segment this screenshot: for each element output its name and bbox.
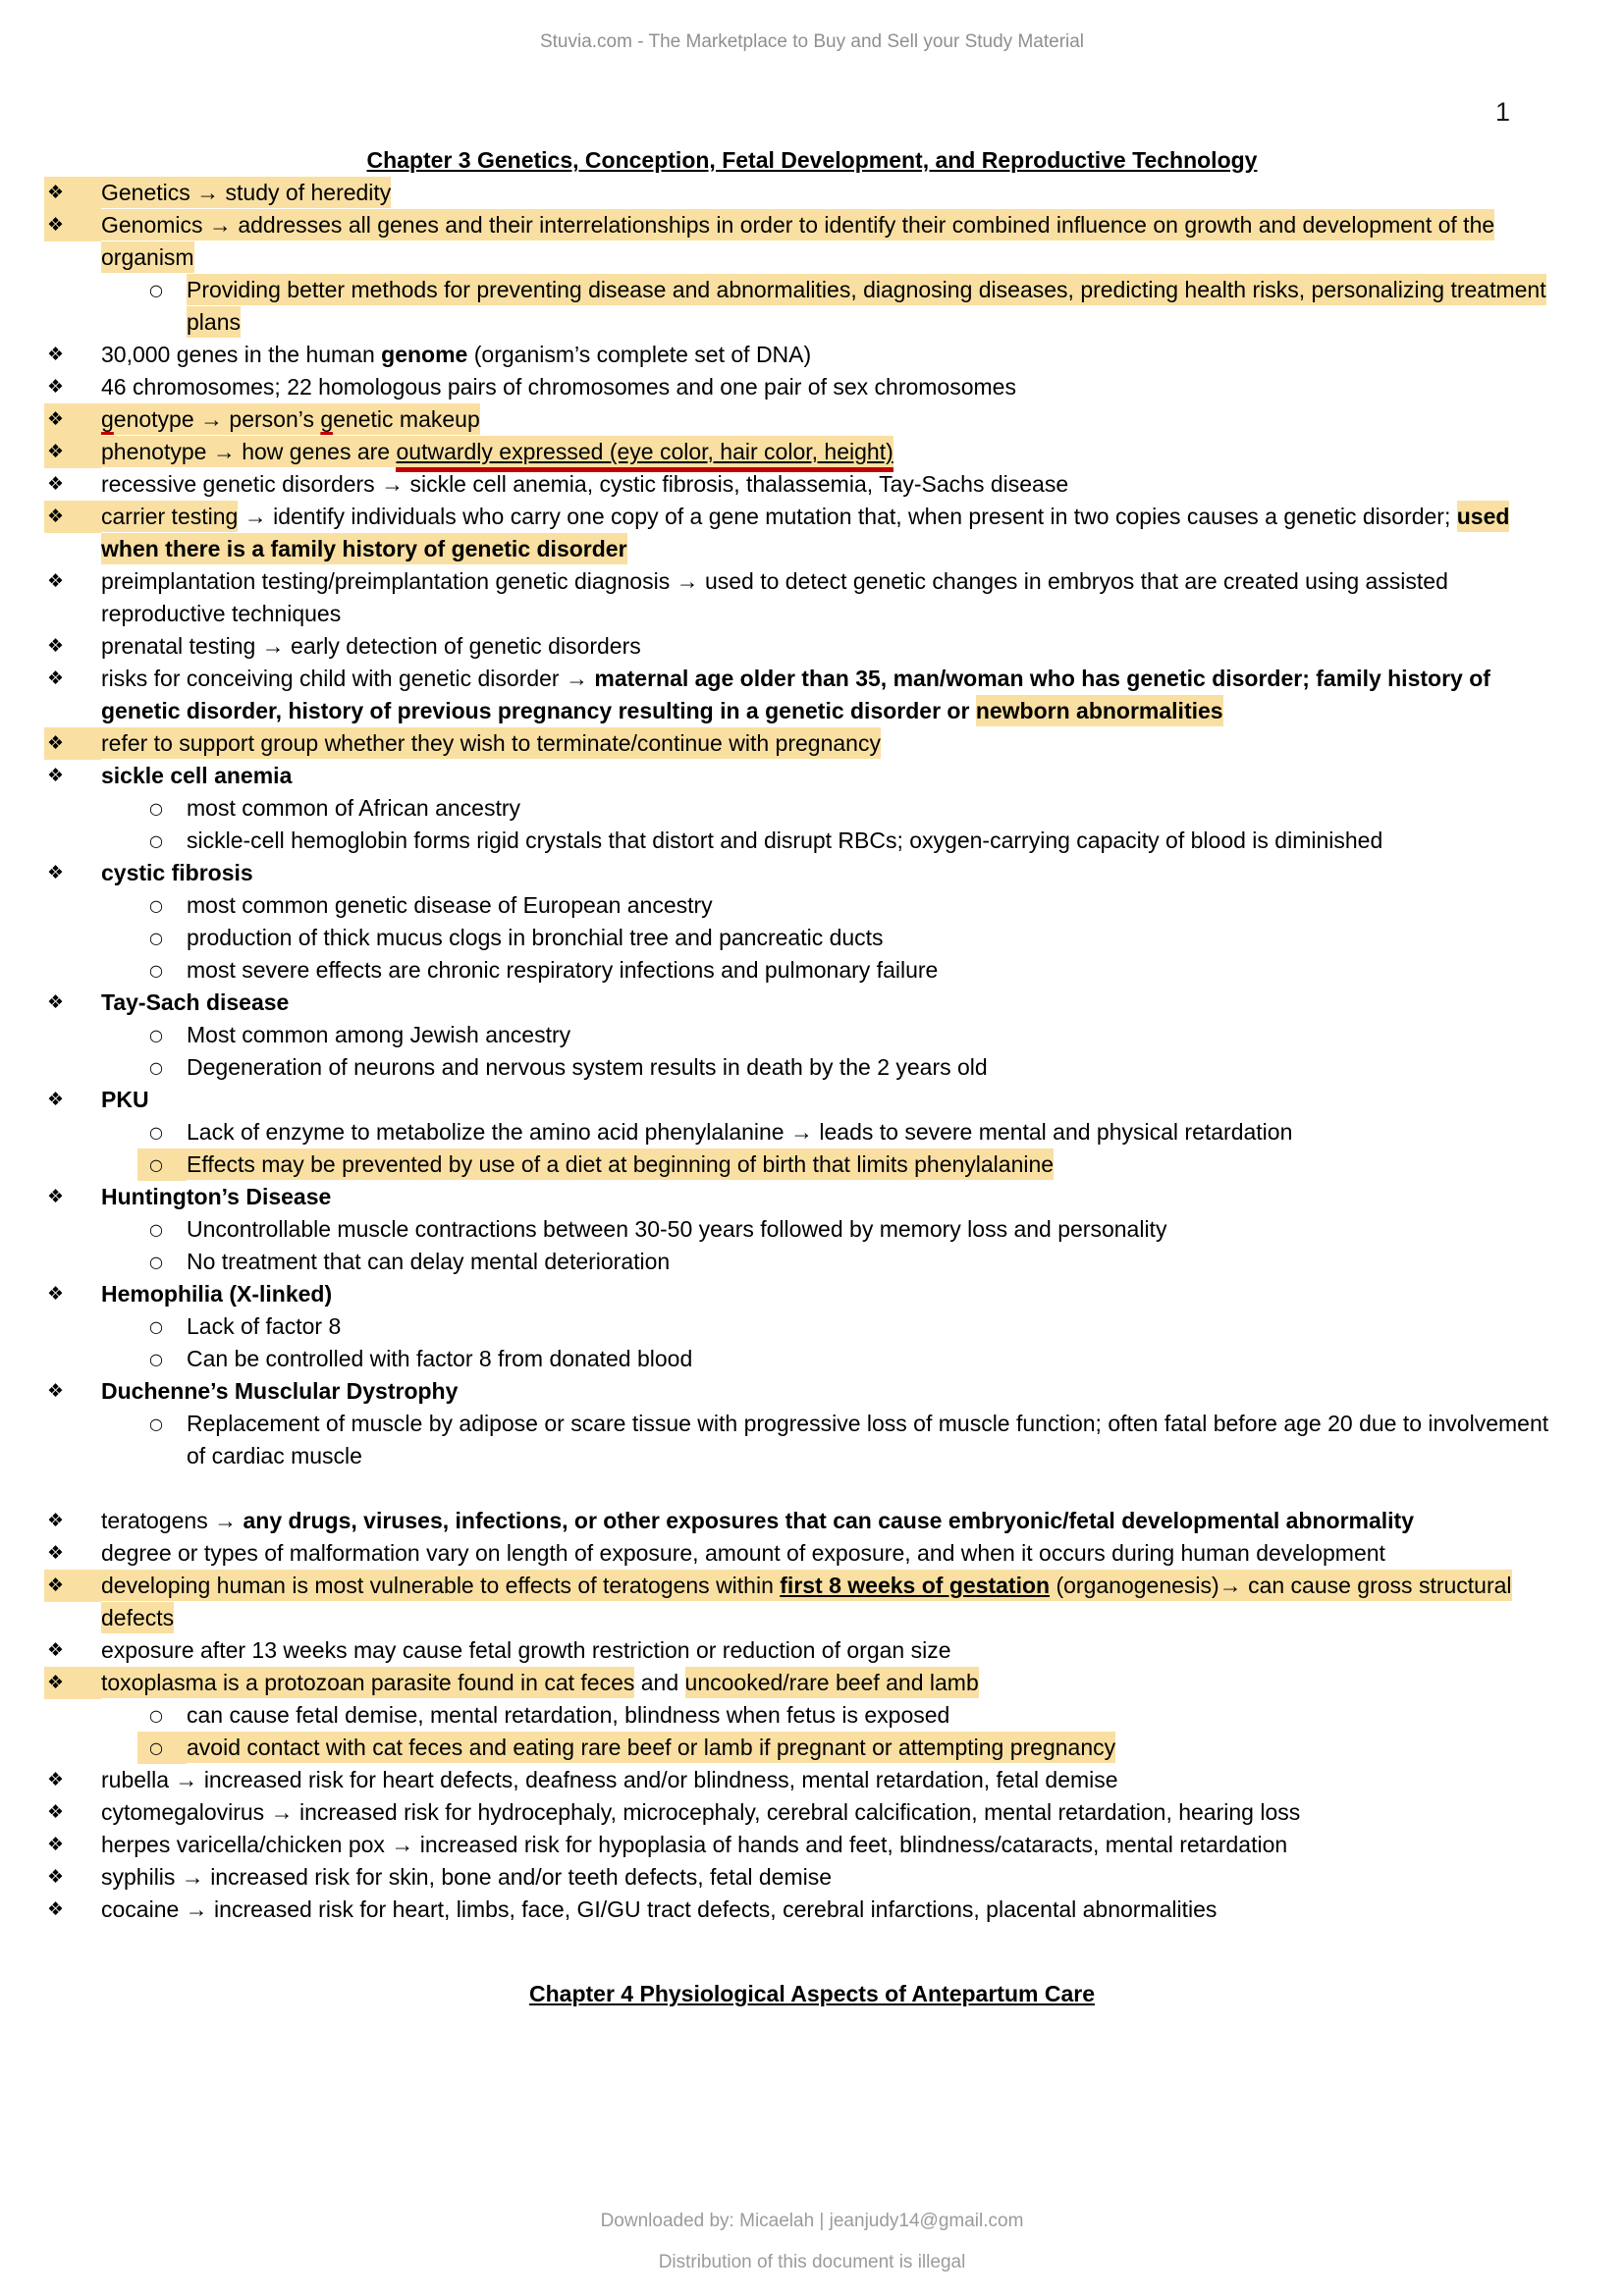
diamond-bullet-icon: ❖ xyxy=(44,403,101,436)
sub-bullet-item xyxy=(0,1699,1624,1732)
item-text xyxy=(187,825,1561,857)
item-text xyxy=(187,954,1561,987)
diamond-bullet-icon: ❖ xyxy=(47,1639,65,1661)
item-text xyxy=(101,403,1561,436)
sub-bullet-item xyxy=(0,1148,1624,1181)
circle-bullet-icon: ○ xyxy=(149,1706,163,1725)
item-text xyxy=(187,792,1561,825)
circle-bullet-icon: ○ xyxy=(149,1220,163,1239)
text-segment: recessive genetic disorders → sickle cell anemia, cystic fibrosis, thalassemia, Tay-Sachs disease xyxy=(101,471,1069,497)
text-segment: cystic fibrosis xyxy=(101,860,253,885)
item-text xyxy=(187,1116,1561,1148)
circle-bullet-icon: ○ xyxy=(149,1253,163,1271)
bullet-item xyxy=(0,371,1624,403)
diamond-bullet-icon: ❖ xyxy=(47,635,65,657)
text-segment: Genomics → addresses all genes and their interrelationships in order to identify their combined influence on growth and development of the organism xyxy=(101,209,1494,273)
diamond-bullet-icon: ❖ xyxy=(44,177,101,209)
bullet-item xyxy=(0,177,1624,209)
text-segment: maternal age older than 35, man/woman who has genetic disorder; family history of genetic disorder, history of previous pregnancy resulting in a genetic disorder or xyxy=(101,666,1490,723)
text-segment: Tay-Sach disease xyxy=(101,989,290,1015)
item-text xyxy=(187,274,1561,339)
bullet-item xyxy=(0,1894,1624,1926)
text-segment: refer to support group whether they wish to terminate/continue with pregnancy xyxy=(101,727,881,759)
bullet-item xyxy=(0,1375,1624,1408)
bullet-item xyxy=(0,1570,1624,1634)
item-text xyxy=(187,1019,1561,1051)
item-text xyxy=(101,1570,1561,1634)
text-segment: first 8 weeks of gestation xyxy=(780,1570,1050,1601)
sub-bullet-item xyxy=(0,1343,1624,1375)
text-segment: avoid contact with cat feces and eating rare beef or lamb if pregnant or attempting pregnancy xyxy=(187,1732,1115,1763)
bullet-item xyxy=(0,760,1624,792)
bullet-item xyxy=(0,1181,1624,1213)
diamond-bullet-icon: ❖ xyxy=(47,991,65,1013)
text-segment: Replacement of muscle by adipose or scare tissue with progressive loss of muscle function; often fatal before age 20 due to involvement of cardiac muscle xyxy=(187,1411,1549,1468)
bullet-item xyxy=(0,501,1624,565)
text-segment: sickle-cell hemoglobin forms rigid crystals that distort and disrupt RBCs; oxygen-carrying capacity of blood is diminished xyxy=(187,828,1383,853)
sub-bullet-item xyxy=(0,1246,1624,1278)
text-segment: exposure after 13 weeks may cause fetal growth restriction or reduction of organ size xyxy=(101,1637,951,1663)
bullet-item xyxy=(0,209,1624,274)
item-text xyxy=(101,501,1561,565)
item-text xyxy=(101,339,1561,371)
bullet-item xyxy=(0,436,1624,468)
diamond-bullet-icon: ❖ xyxy=(47,1186,65,1207)
text-segment: Degeneration of neurons and nervous system results in death by the 2 years old xyxy=(187,1054,988,1080)
item-text xyxy=(101,1375,1561,1408)
text-segment: herpes varicella/chicken pox → increased risk for hypoplasia of hands and feet, blindness/cataracts, mental retardation xyxy=(101,1832,1288,1857)
sub-bullet-item xyxy=(0,954,1624,987)
sub-bullet-item xyxy=(0,1732,1624,1764)
circle-bullet-icon: ○ xyxy=(149,799,163,818)
circle-bullet-icon: ○ xyxy=(149,1026,163,1044)
sub-bullet-item xyxy=(0,1116,1624,1148)
diamond-bullet-icon: ❖ xyxy=(47,344,65,365)
item-text xyxy=(101,1634,1561,1667)
text-segment: Huntington’s Disease xyxy=(101,1184,332,1209)
diamond-bullet-icon: ❖ xyxy=(47,473,65,495)
bullet-item xyxy=(0,1278,1624,1310)
bullet-item xyxy=(0,1861,1624,1894)
text-segment: carrier testing xyxy=(101,501,238,532)
text-segment: phenotype → how genes are xyxy=(101,436,396,467)
text-segment: newborn abnormalities xyxy=(976,695,1223,726)
text-segment: No treatment that can delay mental deterioration xyxy=(187,1249,671,1274)
sub-bullet-item xyxy=(0,825,1624,857)
item-text xyxy=(101,1667,1561,1699)
page-number: 1 xyxy=(1494,97,1510,127)
item-text xyxy=(187,1732,1561,1764)
text-segment: g xyxy=(320,403,333,435)
text-segment: can cause fetal demise, mental retardation, blindness when fetus is exposed xyxy=(187,1702,950,1728)
diamond-bullet-icon: ❖ xyxy=(47,667,65,689)
bullet-item xyxy=(0,727,1624,760)
text-segment: Lack of factor 8 xyxy=(187,1313,342,1339)
diamond-bullet-icon: ❖ xyxy=(47,1866,65,1888)
item-text xyxy=(101,1505,1561,1537)
bullet-item xyxy=(0,403,1624,436)
item-text xyxy=(187,1408,1561,1472)
diamond-bullet-icon: ❖ xyxy=(44,436,101,468)
item-text xyxy=(101,436,1561,468)
sub-bullet-item xyxy=(0,1310,1624,1343)
text-segment: (organogenesis)→ can cause gross structural defects xyxy=(101,1570,1512,1633)
item-text xyxy=(187,1246,1561,1278)
diamond-bullet-icon: ❖ xyxy=(44,727,101,760)
diamond-bullet-icon: ❖ xyxy=(47,570,65,592)
downloaded-by-watermark: Downloaded by: Micaelah | jeanjudy14@gmail.com xyxy=(600,2211,1024,2231)
item-text xyxy=(101,1894,1561,1926)
text-segment: Hemophilia (X-linked) xyxy=(101,1281,333,1307)
circle-bullet-icon: ○ xyxy=(149,1317,163,1336)
item-text xyxy=(101,1861,1561,1894)
bullet-item xyxy=(0,630,1624,663)
sub-bullet-item xyxy=(0,1408,1624,1472)
circle-bullet-icon: ○ xyxy=(149,929,163,947)
text-segment: preimplantation testing/preimplantation genetic diagnosis → used to detect genetic changes in embryos that are created using assisted reproductive techniques xyxy=(101,568,1448,626)
item-text xyxy=(101,371,1561,403)
sub-bullet-item xyxy=(0,274,1624,339)
chapter-3-title: Chapter 3 Genetics, Conception, Fetal Development, and Reproductive Technology xyxy=(366,147,1258,173)
text-segment: → any drugs, viruses, infections, or other exposures that can cause embryonic/fetal developmental abnormality xyxy=(214,1508,1415,1533)
text-segment: most common of African ancestry xyxy=(187,795,521,821)
text-segment: cytomegalovirus → increased risk for hydrocephaly, microcephaly, cerebral calcification, mental retardation, hearing loss xyxy=(101,1799,1301,1825)
text-segment: PKU xyxy=(101,1087,149,1112)
diamond-bullet-icon: ❖ xyxy=(47,1898,65,1920)
circle-bullet-icon: ○ xyxy=(149,896,163,915)
text-segment: Lack of enzyme to metabolize the amino acid phenylalanine → leads to severe mental and physical retardation xyxy=(187,1119,1293,1145)
diamond-bullet-icon: ❖ xyxy=(44,1667,101,1699)
bullet-item xyxy=(0,1505,1624,1537)
sub-bullet-item xyxy=(0,1213,1624,1246)
text-segment: degree or types of malformation vary on length of exposure, amount of exposure, and when it occurs during human development xyxy=(101,1540,1385,1566)
text-segment: genome xyxy=(381,342,468,367)
text-segment: prenatal testing → early detection of genetic disorders xyxy=(101,633,641,659)
circle-bullet-icon: ○ xyxy=(137,1148,187,1181)
text-segment: most common genetic disease of European ancestry xyxy=(187,892,713,918)
circle-bullet-icon: ○ xyxy=(149,961,163,980)
distribution-warning: Distribution of this document is illegal xyxy=(658,2252,966,2272)
bullet-item xyxy=(0,1796,1624,1829)
text-segment: Genetics → study of heredity xyxy=(101,177,391,208)
diamond-bullet-icon: ❖ xyxy=(44,501,101,533)
diamond-bullet-icon: ❖ xyxy=(47,1283,65,1305)
item-text xyxy=(187,922,1561,954)
diamond-bullet-icon: ❖ xyxy=(47,1089,65,1110)
diamond-bullet-icon: ❖ xyxy=(47,1834,65,1855)
sub-bullet-item xyxy=(0,922,1624,954)
text-segment: rubella → increased risk for heart defects, deafness and/or blindness, mental retardation, fetal demise xyxy=(101,1767,1118,1792)
item-text xyxy=(187,1148,1561,1181)
item-text xyxy=(187,1310,1561,1343)
item-text xyxy=(101,663,1561,727)
item-text xyxy=(187,1051,1561,1084)
circle-bullet-icon: ○ xyxy=(137,1732,187,1764)
diamond-bullet-icon: ❖ xyxy=(47,1769,65,1790)
bullet-item xyxy=(0,565,1624,630)
item-text xyxy=(101,630,1561,663)
item-text xyxy=(101,565,1561,630)
circle-bullet-icon: ○ xyxy=(149,1123,163,1142)
bullet-item xyxy=(0,1084,1624,1116)
text-segment: most severe effects are chronic respiratory infections and pulmonary failure xyxy=(187,957,939,983)
item-text xyxy=(187,1343,1561,1375)
text-segment: 46 chromosomes; 22 homologous pairs of chromosomes and one pair of sex chromosomes xyxy=(101,374,1016,400)
bullet-item xyxy=(0,1667,1624,1699)
text-segment: teratogens xyxy=(101,1508,215,1533)
bullet-item xyxy=(0,1829,1624,1861)
text-segment: Effects may be prevented by use of a diet at beginning of birth that limits phenylalanine xyxy=(187,1148,1054,1180)
text-segment: enotype → person’s xyxy=(114,403,321,435)
bullet-item xyxy=(0,1537,1624,1570)
text-segment: developing human is most vulnerable to effects of teratogens within xyxy=(101,1570,780,1601)
item-text xyxy=(187,1699,1561,1732)
text-segment: (organism’s complete set of DNA) xyxy=(467,342,812,367)
circle-bullet-icon: ○ xyxy=(149,831,163,850)
text-segment: syphilis → increased risk for skin, bone and/or teeth defects, fetal demise xyxy=(101,1864,833,1890)
diamond-bullet-icon: ❖ xyxy=(47,376,65,398)
circle-bullet-icon: ○ xyxy=(149,281,163,299)
text-segment: cocaine → increased risk for heart, limbs, face, GI/GU tract defects, cerebral infarctions, placental abnormalities xyxy=(101,1896,1218,1922)
circle-bullet-icon: ○ xyxy=(149,1058,163,1077)
item-text xyxy=(101,760,1561,792)
text-segment: risks for conceiving child with genetic disorder → xyxy=(101,666,595,691)
bullet-item xyxy=(0,663,1624,727)
bullet-item xyxy=(0,857,1624,889)
item-text xyxy=(187,889,1561,922)
text-segment: → identify individuals who carry one copy of a gene mutation that, when present in two copies causes a genetic disorder; xyxy=(238,504,1457,529)
item-text xyxy=(101,209,1561,274)
text-segment: enetic makeup xyxy=(333,403,480,435)
diamond-bullet-icon: ❖ xyxy=(47,765,65,786)
text-segment: outwardly expressed (eye color, hair color, height) xyxy=(396,436,893,472)
item-text xyxy=(101,857,1561,889)
bullet-item xyxy=(0,339,1624,371)
diamond-bullet-icon: ❖ xyxy=(47,1542,65,1564)
stuvia-watermark: Stuvia.com - The Marketplace to Buy and Sell your Study Material xyxy=(539,31,1085,52)
text-segment: Duchenne’s Musclular Dystrophy xyxy=(101,1378,459,1404)
item-text xyxy=(101,1084,1561,1116)
sub-bullet-item xyxy=(0,889,1624,922)
item-text xyxy=(101,1181,1561,1213)
item-text xyxy=(101,987,1561,1019)
item-text xyxy=(101,1829,1561,1861)
item-text xyxy=(101,1796,1561,1829)
item-text xyxy=(101,1278,1561,1310)
diamond-bullet-icon: ❖ xyxy=(44,209,101,241)
sub-bullet-item xyxy=(0,1051,1624,1084)
bullet-item xyxy=(0,468,1624,501)
text-segment: toxoplasma is a protozoan parasite found in cat feces xyxy=(101,1667,634,1698)
diamond-bullet-icon: ❖ xyxy=(47,1801,65,1823)
item-text xyxy=(101,468,1561,501)
text-segment: used when there is a family history of genetic disorder xyxy=(101,501,1509,564)
circle-bullet-icon: ○ xyxy=(149,1350,163,1368)
diamond-bullet-icon: ❖ xyxy=(47,1510,65,1531)
item-text xyxy=(101,1764,1561,1796)
text-segment: Uncontrollable muscle contractions between 30-50 years followed by memory loss and personality xyxy=(187,1216,1167,1242)
blank-line xyxy=(0,1472,1624,1505)
text-segment: and xyxy=(634,1670,685,1695)
text-segment: g xyxy=(101,403,114,435)
text-segment: production of thick mucus clogs in bronchial tree and pancreatic ducts xyxy=(187,925,884,950)
item-text xyxy=(101,1537,1561,1570)
text-segment: Most common among Jewish ancestry xyxy=(187,1022,571,1047)
diamond-bullet-icon: ❖ xyxy=(47,862,65,883)
text-segment: 30,000 genes in the human xyxy=(101,342,382,367)
diamond-bullet-icon: ❖ xyxy=(44,1570,101,1602)
bullet-item xyxy=(0,1634,1624,1667)
text-segment: uncooked/rare beef and lamb xyxy=(685,1667,979,1698)
sub-bullet-item xyxy=(0,1019,1624,1051)
bullet-item xyxy=(0,987,1624,1019)
item-text xyxy=(101,177,1561,209)
bullet-item xyxy=(0,1764,1624,1796)
bullet-list xyxy=(0,177,1624,1926)
text-segment: Can be controlled with factor 8 from donated blood xyxy=(187,1346,693,1371)
text-segment: sickle cell anemia xyxy=(101,763,293,788)
item-text xyxy=(101,727,1561,760)
chapter-4-title: Chapter 4 Physiological Aspects of Antepartum Care xyxy=(529,1981,1095,2006)
sub-bullet-item xyxy=(0,792,1624,825)
text-segment: Providing better methods for preventing disease and abnormalities, diagnosing diseases, predicting health risks, personalizing treatment plans xyxy=(187,274,1546,338)
diamond-bullet-icon: ❖ xyxy=(47,1380,65,1402)
circle-bullet-icon: ○ xyxy=(149,1415,163,1433)
item-text xyxy=(187,1213,1561,1246)
